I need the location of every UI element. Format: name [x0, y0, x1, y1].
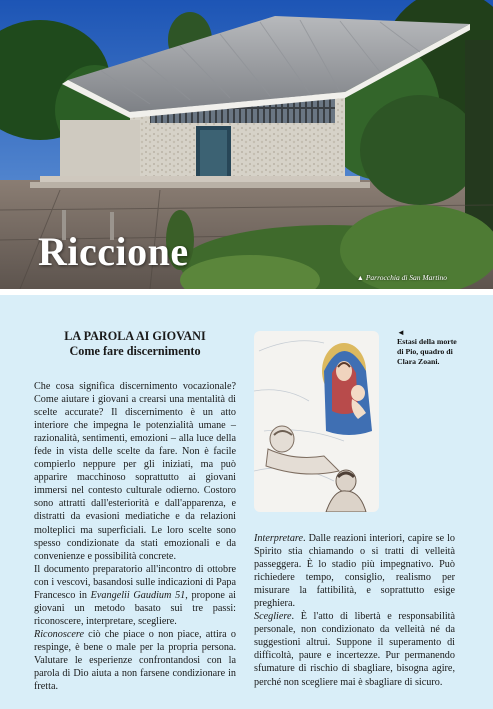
illustration-caption-text: Estasi della morte di Pio, quadro di Clara Zoani. — [397, 337, 457, 366]
citation: Evangelii Gaudium 51 — [90, 589, 186, 601]
paragraph-document — [34, 563, 236, 628]
illustration-caption — [397, 328, 461, 366]
right-column — [254, 532, 455, 689]
term-scegliere: Scegliere — [254, 611, 292, 623]
paragraph-riconoscere-text: ciò che piace o non piace, attira o respinge, è bene o male per la propria persona. Valutare le esperienze confrontandosi con la parola di Dio aiuta a non farsene condizionare in fretta. — [34, 628, 236, 693]
paragraph-interpretare — [254, 532, 455, 610]
term-interpretare: Interpretare — [254, 533, 304, 544]
page-title: Riccione — [38, 229, 189, 274]
caption-pointer-icon: ◄ — [397, 328, 405, 337]
paragraph-riconoscere — [34, 628, 236, 693]
illustration — [254, 331, 379, 512]
left-column — [34, 329, 236, 693]
paragraph-interpretare-text: . Dalle reazioni interiori, capire se lo Spirito stia chiamando o si tratti di velleità passeggera. È lo stadio più impegnativo. Può richiedere tempo, consiglio, realismo per misurare la fattibilità, e soprattutto esige preghiera. — [254, 533, 455, 610]
paragraph-intro: Che cosa significa discernimento vocazionale? Come aiutare i giovani a crearsi una mentalità di scelte accurate? Il discernimento è un atto interiore che impegna le potenzialità umane – razionalità, sentimenti, emozioni – alla luce della fede in vista delle scelte da fare. Non è facile compierlo neppure per gli iniziati, ma può apparire macchinoso soprattutto ai giovani immersi nel contesto culturale odierno. Costoro sono attratti dall'esteriorità e dall'apparenza, e distratti da evasioni mediatiche e da relazioni molteplici ma superficiali. Le loro scelte sono spesso condizionate da stati emozionali e da convenienze e possibilità concrete. — [34, 381, 236, 562]
divider-band — [0, 289, 493, 295]
term-riconoscere: Riconoscere — [34, 628, 84, 640]
article-heading — [34, 329, 236, 359]
heading-line-2: Come fare discernimento — [69, 344, 201, 358]
header-photo — [0, 0, 493, 289]
paragraph-document-text-b: , propone ai giovani un metodo basato sui tre passi: riconoscere, interpretare, scegliere. — [34, 589, 236, 627]
paragraph-scegliere — [254, 610, 455, 688]
madonna-painting — [254, 331, 379, 512]
paragraph-document-text-a: Il documento preparatorio all'incontro di ottobre con i vescovi, basandosi sulle indicazioni di Papa Francesco in — [34, 563, 236, 601]
heading-line-1: LA PAROLA AI GIOVANI — [64, 329, 206, 343]
paragraph-scegliere-text: . È l'atto di libertà e responsabilità personale, non condizionato da velleità né da suggestioni altrui. Suppone il superamento di difficoltà, paure e incertezze. Pur permanendo sfumature di rischio di sbagliare, bisogna agire, perché non scegliere mai è sbagliare di sicuro. — [254, 611, 455, 688]
photo-caption — [357, 273, 447, 282]
photo-caption-text: Parrocchia di San Martino — [365, 273, 447, 282]
caption-marker-icon: ▲ — [356, 274, 364, 282]
article-body — [34, 380, 236, 693]
